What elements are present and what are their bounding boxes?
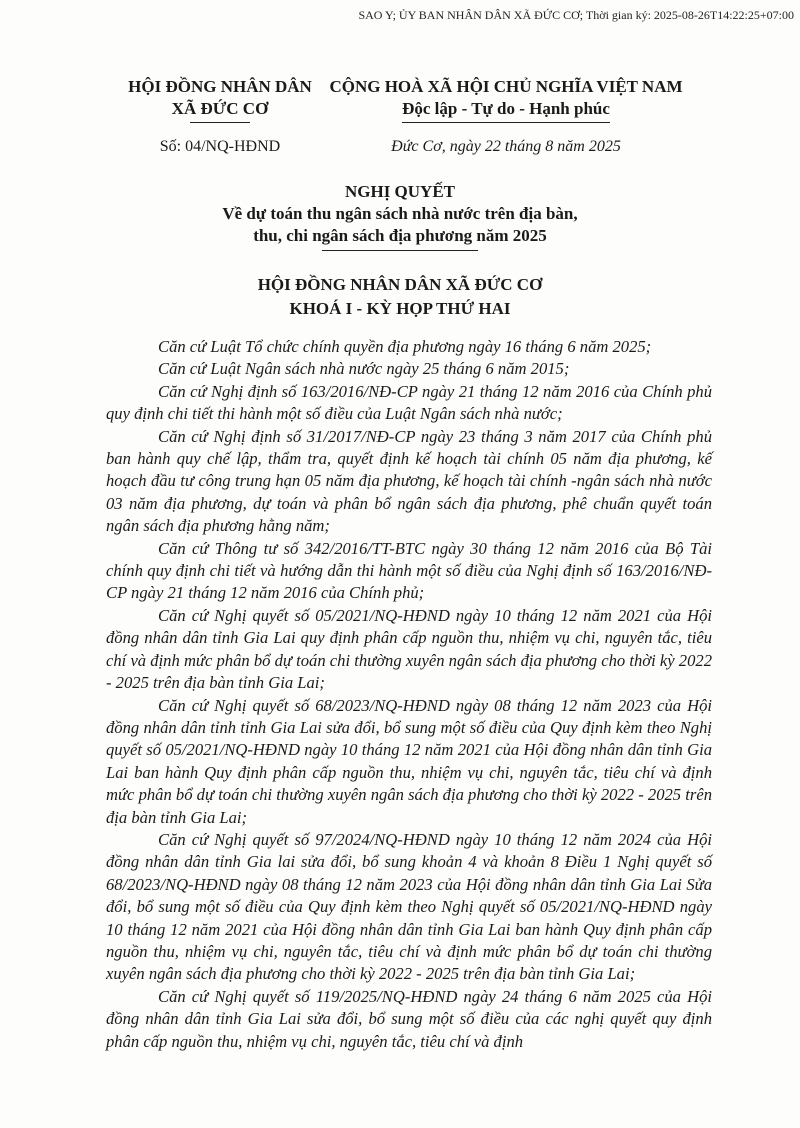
nation-name: CỘNG HOÀ XÃ HỘI CHỦ NGHĨA VIỆT NAM: [329, 77, 683, 96]
document-number: Số: 04/NQ-HĐND: [159, 138, 281, 155]
council-name: HỘI ĐỒNG NHÂN DÂN XÃ ĐỨC CƠ: [257, 275, 543, 294]
document-subject: [222, 203, 577, 247]
national-motto: Độc lập - Tự do - Hạnh phúc: [402, 99, 610, 118]
agency-locality: XÃ ĐỨC CƠ: [171, 99, 269, 118]
document-type: NGHỊ QUYẾT: [344, 182, 456, 201]
place-and-date: Đức Cơ, ngày 22 tháng 8 năm 2025: [391, 138, 621, 155]
title-block: [0, 181, 800, 321]
legal-basis-paragraph: Căn cứ Luật Ngân sách nhà nước ngày 25 tháng 6 năm 2015;: [158, 359, 570, 379]
legal-basis-paragraph: Căn cứ Nghị quyết số 119/2025/NQ-HĐND ngày 24 tháng 6 năm 2025 của Hội đồng nhân dân tỉnh Gia Lai sửa đổi, bổ sung một số điều của các nghị quyết quy định phân cấp nguồn thu, nhiệm vụ chi, nguyên tắc, tiêu chí và định: [106, 986, 712, 1051]
legal-basis-paragraph: Căn cứ Luật Tổ chức chính quyền địa phương ngày 16 tháng 6 năm 2025;: [158, 337, 652, 356]
legal-basis-paragraph: Căn cứ Nghị quyết số 97/2024/NQ-HĐND ngày 10 tháng 12 năm 2024 của Hội đồng nhân dân tỉnh Gia lai sửa đổi, bổ sung khoản 4 và khoản 8 Điều 1 Nghị quyết số 68/2023/NQ-HĐND ngày 08 tháng 12 năm 2023 của Hội đồng nhân dân tỉnh Gia Lai Sửa đổi, bổ sung một số điều của Quy định kèm theo Nghị quyết số 05/2021/NQ-HĐND ngày 10 tháng 12 năm 2021 của Hội đồng nhân dân tỉnh Gia Lai ban hành Quy định phân cấp nguồn thu, nhiệm vụ chi, nguyên tắc, tiêu chí và định mức phân bổ dự toán chi thường xuyên ngân sách địa phương cho thời kỳ 2022 - 2025 trên địa bàn tỉnh Gia Lai;: [106, 829, 712, 984]
legal-basis-paragraph: Căn cứ Thông tư số 342/2016/TT-BTC ngày 30 tháng 12 năm 2016 của Bộ Tài chính quy định chi tiết và hướng dẫn thi hành một số điều của Nghị định số 163/2016/NĐ-CP ngày 21 tháng 12 năm 2016 của Chính phủ;: [106, 538, 712, 603]
legal-basis-paragraph: Căn cứ Nghị quyết số 05/2021/NQ-HĐND ngày 10 tháng 12 năm 2021 của Hội đồng nhân dân tỉnh Gia Lai quy định phân cấp nguồn thu, nhiệm vụ chi, nguyên tắc, tiêu chí và định mức phân bổ dự toán chi thường xuyên ngân sách địa phương cho thời kỳ 2022 - 2025 trên địa bàn tỉnh Gia Lai;: [106, 605, 712, 693]
legal-basis-paragraph: Căn cứ Nghị quyết số 68/2023/NQ-HĐND ngày 08 tháng 12 năm 2023 của Hội đồng nhân dân tỉnh tỉnh Gia Lai sửa đổi, bổ sung một số điều của Quy định kèm theo Nghị quyết số 05/2021/NQ-HĐND ngày 10 tháng 12 năm 2021 của Hội đồng nhân dân tỉnh Gia Lai ban hành Quy định phân cấp nguồn thu, nhiệm vụ chi, nguyên tắc, tiêu chí và định mức phân bổ dự toán chi thường xuyên ngân sách địa phương cho thời kỳ 2022 - 2025 trên địa bàn tỉnh Gia Lai;: [106, 695, 712, 827]
legal-basis-paragraph: Căn cứ Nghị định số 163/2016/NĐ-CP ngày 21 tháng 12 năm 2016 của Chính phủ quy định chi tiết thi hành một số điều của Luật Ngân sách nhà nước;: [106, 381, 712, 424]
agency-name: HỘI ĐỒNG NHÂN DÂN: [128, 77, 312, 96]
national-title: [310, 76, 702, 155]
issuing-council: [0, 273, 800, 321]
subject-line-2: thu, chi ngân sách địa phương năm 2025: [253, 226, 547, 245]
legal-basis-paragraph: Căn cứ Nghị định số 31/2017/NĐ-CP ngày 23 tháng 3 năm 2017 của Chính phủ ban hành quy chế lập, thẩm tra, quyết định kế hoạch tài chính 05 năm địa phương, kế hoạch đầu tư công trung hạn 05 năm địa phương, kế hoạch tài chính -ngân sách nhà nước 03 năm địa phương, dự toán và phân bổ ngân sách địa phương, phê chuẩn quyết toán ngân sách địa phương hằng năm;: [106, 426, 712, 536]
digital-signature-stamp: SAO Y; ỦY BAN NHÂN DÂN XÃ ĐỨC CƠ; Thời gian ký: 2025-08-26T14:22:25+07:00: [358, 8, 794, 22]
legal-basis: [106, 336, 712, 1053]
council-session: KHOÁ I - KỲ HỌP THỨ HAI: [289, 299, 511, 318]
subject-line-1: Về dự toán thu ngân sách nhà nước trên địa bàn,: [222, 204, 578, 223]
document-header: [0, 76, 800, 166]
